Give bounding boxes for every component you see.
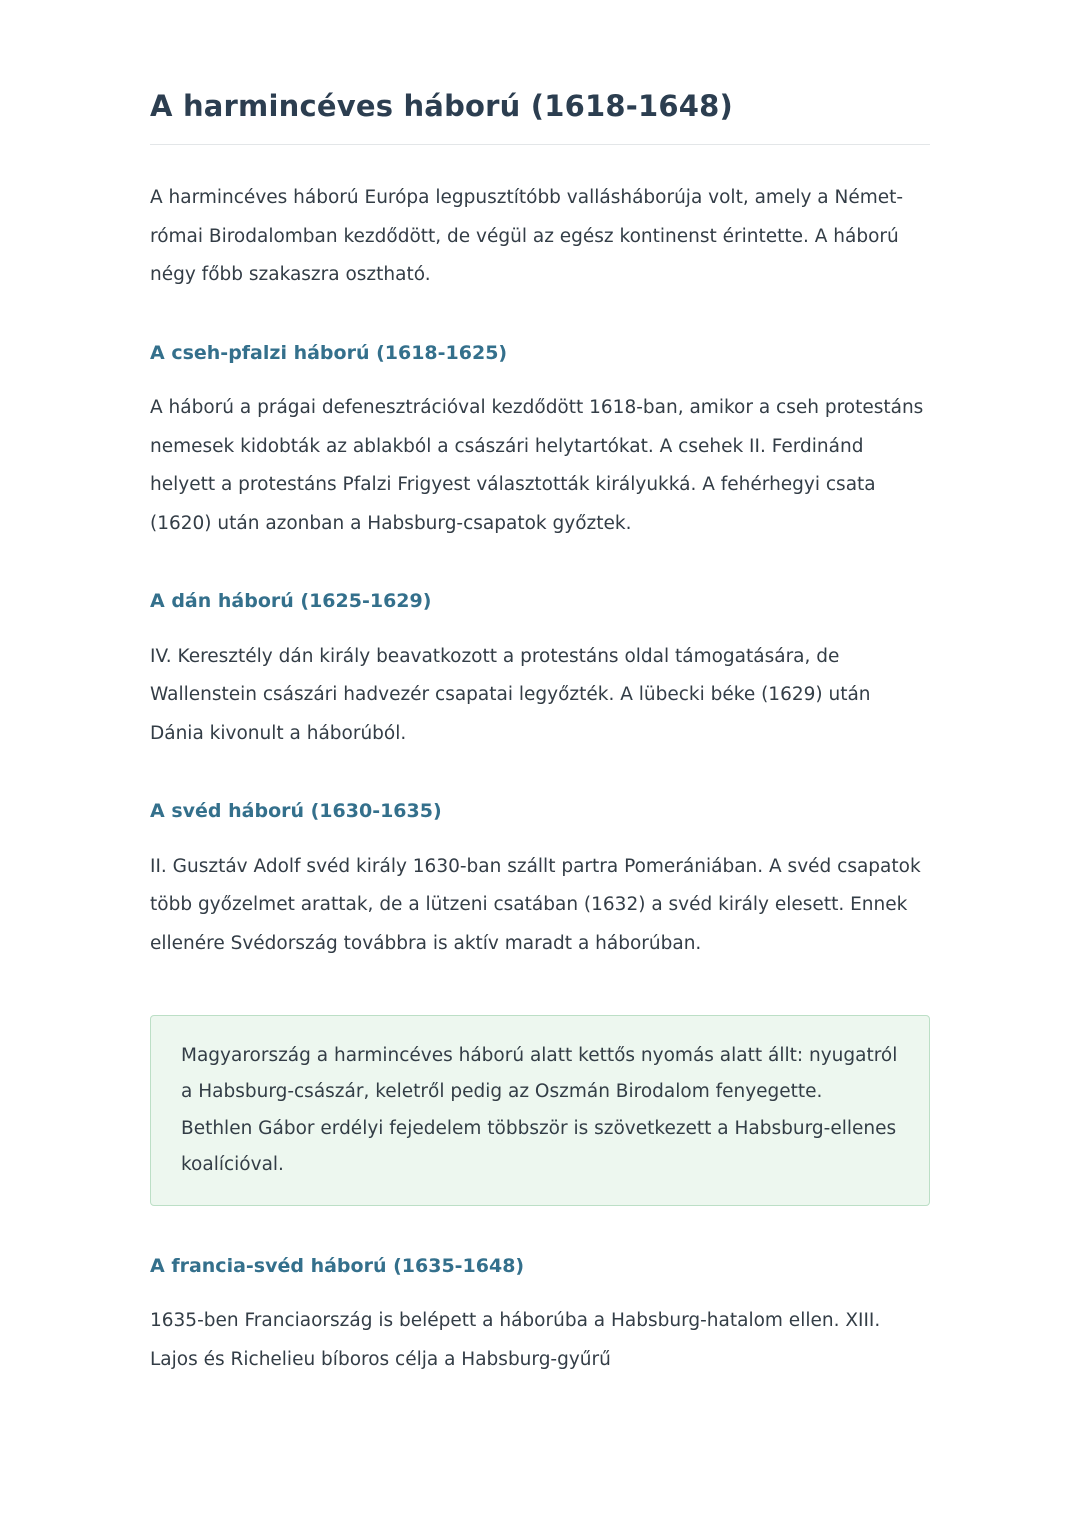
section-heading-cseh-pfalzi: A cseh-pfalzi háború (1618-1625) (150, 341, 508, 364)
section-paragraph-cseh-pfalzi: A háború a prágai defenesztrációval kezdődött 1618-ban, amikor a cseh protestáns nemesek kidobták az ablakból a császári helytartókat. A csehek II. Ferdinánd helyett a protestáns Pfalzi Frigyest választották királyukká. A fehérhegyi csata (1620) után azonban a Habsburg-csapatok győztek. (150, 397, 924, 534)
section-heading-francia-sved: A francia-svéd háború (1635-1648) (150, 1254, 525, 1277)
section-paragraph-sved: II. Gusztáv Adolf svéd király 1630-ban szállt partra Pomerániában. A svéd csapatok több győzelmet arattak, de a lützeni csatában (1632) a svéd király elesett. Ennek ellenére Svédország továbbra is aktív maradt a háborúban. (150, 856, 921, 954)
title-divider (150, 144, 930, 145)
section-paragraph-dan: IV. Keresztély dán király beavatkozott a protestáns oldal támogatására, de Wallenstein császári hadvezér csapatai legyőzték. A lübecki béke (1629) után Dánia kivonult a háborúból. (150, 645, 871, 744)
document-page (150, 0, 930, 1379)
page-title: A harmincéves háború (1618-1648) (150, 89, 733, 123)
intro-paragraph: A harmincéves háború Európa legpusztítóbb vallásháborúja volt, amely a Német-római Birodalomban kezdődött, de végül az egész kontinenst érintette. A háború négy főbb szakaszra osztható. (150, 187, 904, 286)
section-heading-dan: A dán háború (1625-1629) (150, 590, 432, 613)
callout-text: Magyarország a harmincéves háború alatt kettős nyomás alatt állt: nyugatról a Habsburg-császár, keletről pedig az Oszmán Birodalom fenyegette. Bethlen Gábor erdélyi fejedelem többször is szövetkezett a Habsburg-ellenes koalícióval. (181, 1045, 898, 1175)
callout-box-magyarorszag (150, 1015, 930, 1205)
section-paragraph-francia-sved: 1635-ben Franciaország is belépett a háborúba a Habsburg-hatalom ellen. XIII. Lajos és Richelieu bíboros célja a Habsburg-gyűrű (150, 1310, 881, 1370)
section-heading-sved: A svéd háború (1630-1635) (150, 800, 442, 823)
